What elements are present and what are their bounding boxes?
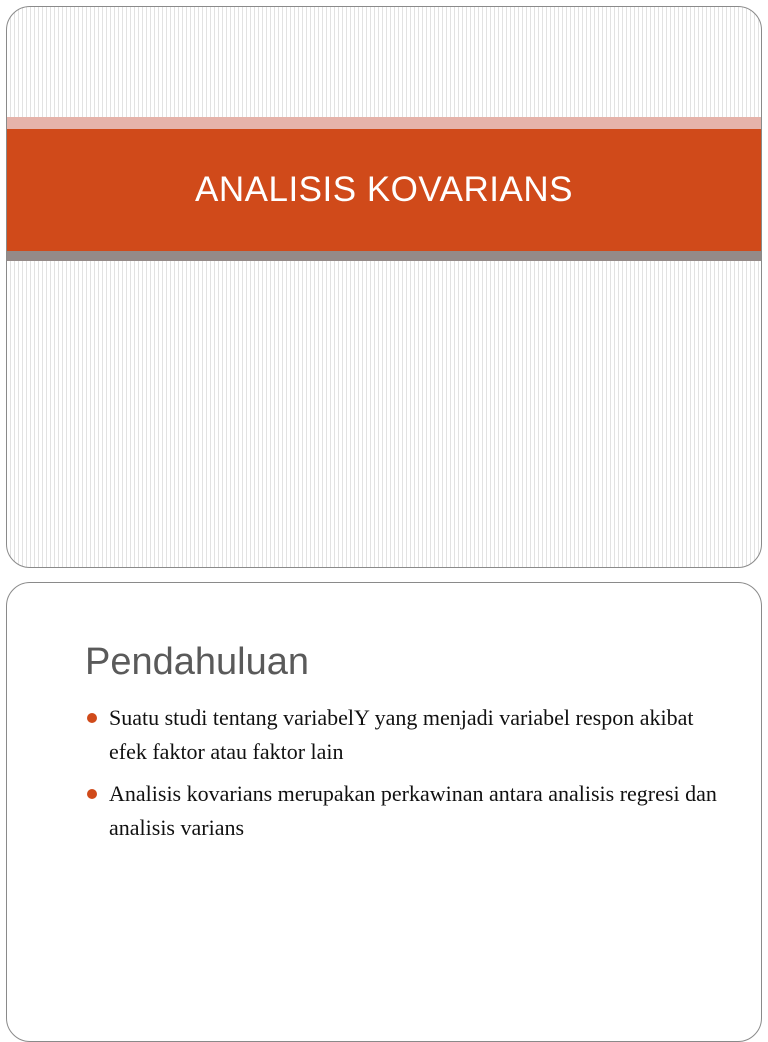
bullet-list: [87, 701, 727, 853]
bullet-icon: [87, 713, 97, 723]
content-slide: [6, 582, 762, 1042]
title-band: [7, 129, 761, 251]
title-slide: [6, 6, 762, 568]
list-item: [87, 701, 727, 769]
section-heading: Pendahuluan: [85, 641, 309, 683]
bullet-text: Suatu studi tentang variabelY yang menjadi variabel respon akibat efek faktor atau faktor lain: [109, 705, 694, 764]
bullet-icon: [87, 789, 97, 799]
list-item: [87, 777, 727, 845]
slide-title: ANALISIS KOVARIANS: [195, 170, 573, 209]
title-band-top-stripe: [7, 117, 761, 129]
title-band-bottom-stripe: [7, 251, 761, 261]
bullet-text: Analisis kovarians merupakan perkawinan antara analisis regresi dan analisis varians: [109, 781, 717, 840]
